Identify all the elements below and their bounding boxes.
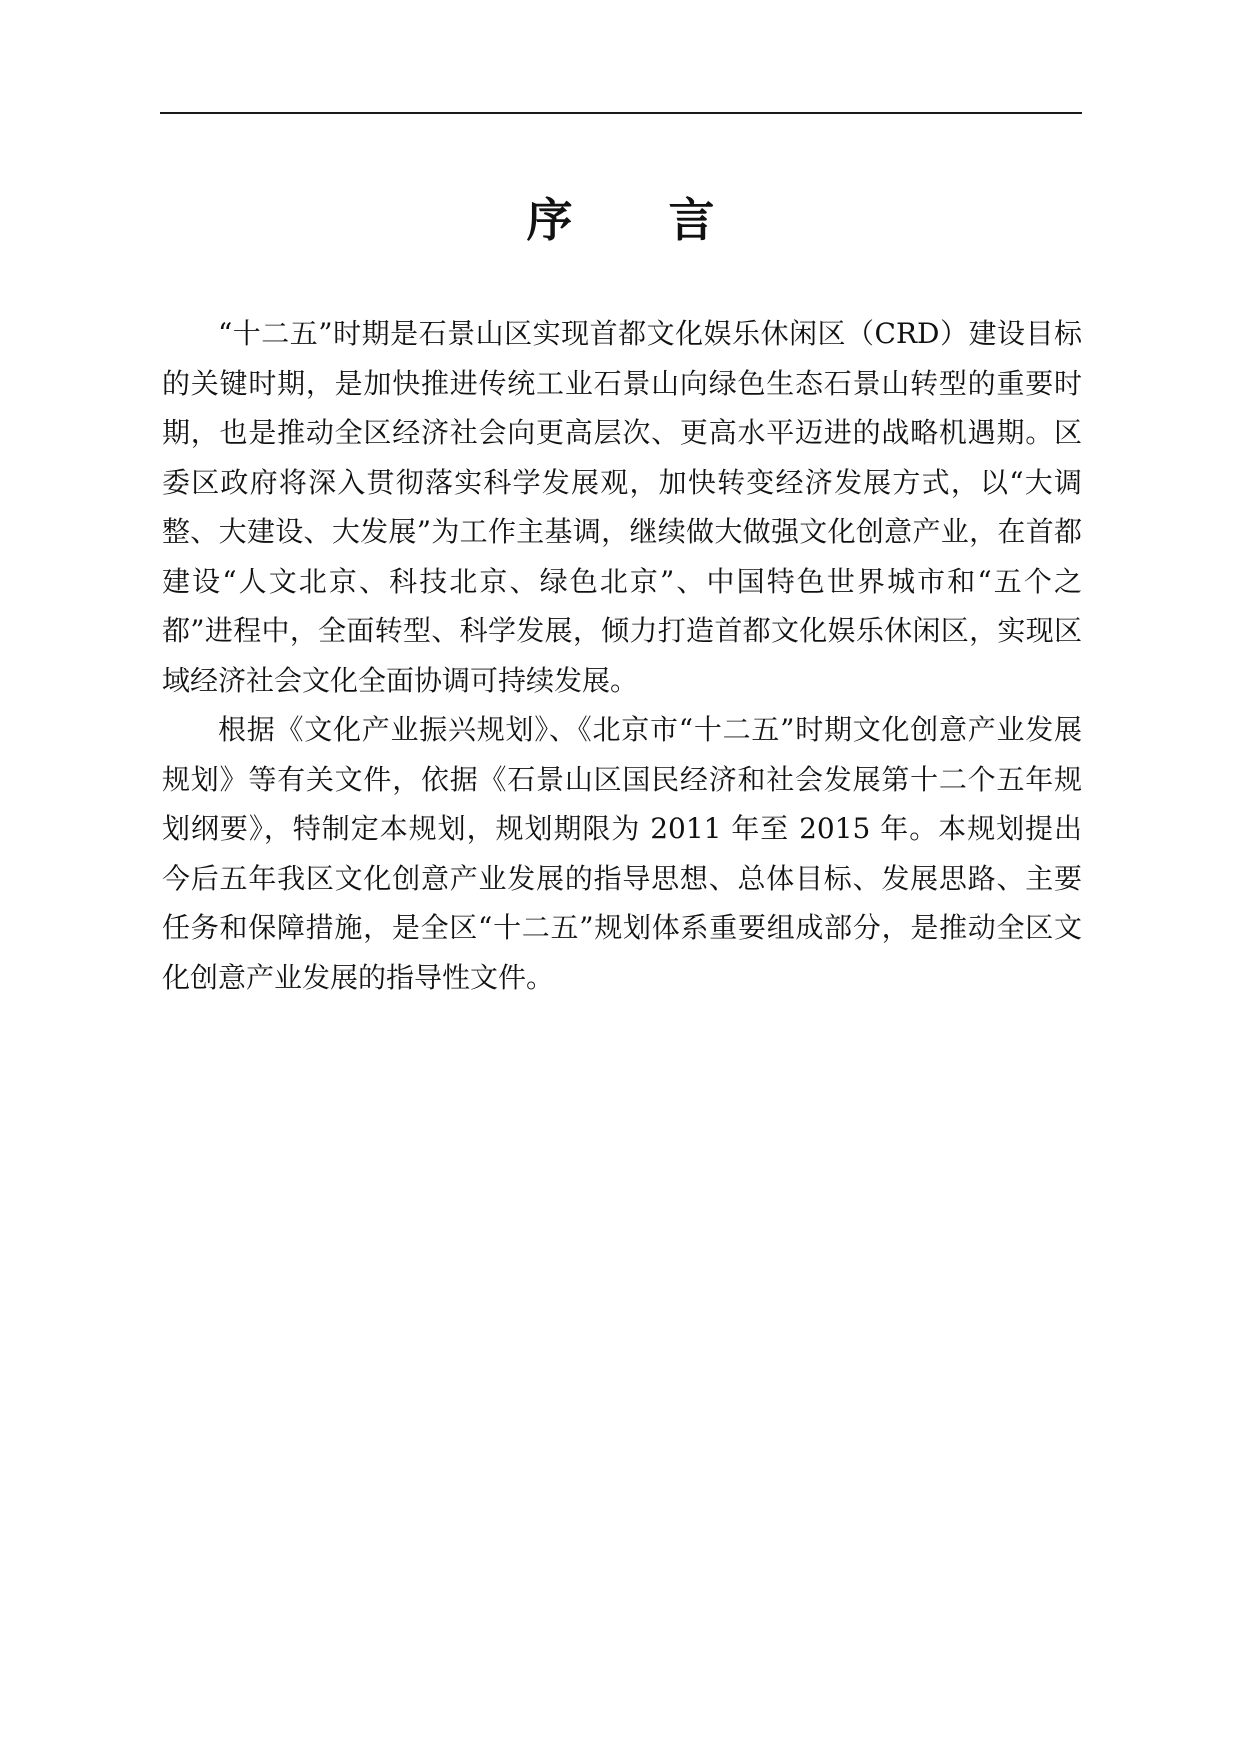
header-rule [160,112,1082,114]
page-title: 序 言 [526,193,755,247]
paragraph-2: 根据《文化产业振兴规划》、《北京市“十二五”时期文化创意产业发展规划》等有关文件，依据《石景山区国民经济和社会发展第十二个五年规划纲要》，特制定本规划，规划期限为 2011 年至 2015 年。本规划提出今后五年我区文化创意产业发展的指导思想、总体目标、发展思路、主要任务和保障措施，是全区“十二五”规划体系重要组成部分，是推动全区文化创意产业发展的指导性文件。 [162,713,1082,994]
body-text [162,309,1082,1002]
paragraph-1: “十二五”时期是石景山区实现首都文化娱乐休闲区（CRD）建设目标的关键时期，是加快推进传统工业石景山向绿色生态石景山转型的重要时期，也是推动全区经济社会向更高层次、更高水平迈进的战略机遇期。区委区政府将深入贯彻落实科学发展观，加快转变经济发展方式，以“大调整、大建设、大发展”为工作主基调，继续做大做强文化创意产业，在首都建设“人文北京、科技北京、绿色北京”、中国特色世界城市和“五个之都”进程中，全面转型、科学发展，倾力打造首都文化娱乐休闲区，实现区域经济社会文化全面协调可持续发展。 [162,317,1082,697]
